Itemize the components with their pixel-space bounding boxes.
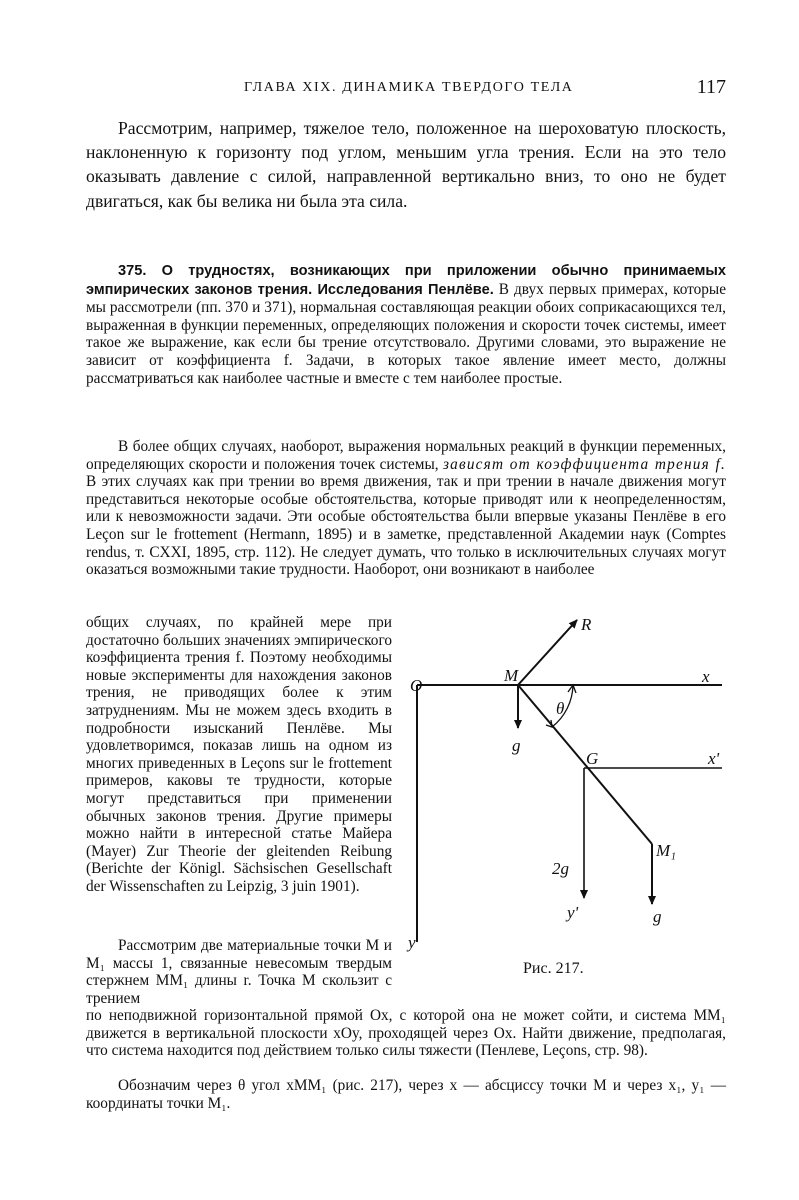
label-x: x: [702, 667, 710, 686]
section-heading: 375. О трудностях, возникающих при приложении обычно принимаемых эмпирических законов трения. Исследования Пенлёве.: [86, 263, 726, 298]
figure-caption: Рис. 217.: [523, 960, 584, 977]
paragraph-6: Обозначим через θ угол xMM₁ (рис. 217), через x — абсциссу точки M и через x₁, y₁ — координаты точки M₁.: [86, 1077, 726, 1112]
running-header: [86, 76, 726, 102]
intro-paragraph: Рассмотрим, например, тяжелое тело, положенное на шероховатую плоскость, наклоненную к горизонту под углом, меньшим угла трения. Если на это тело оказывать давление с силой, направленной вертикально вниз, то оно не будет двигаться, как бы велика ни была эта сила.: [86, 118, 726, 211]
label-x-prime: x': [708, 749, 720, 768]
label-o: O: [410, 676, 423, 695]
paragraph-3: общих случаях, по крайней мере при достаточно больших значениях эмпирического коэффициента трения f. Поэтому необходимы новые эксперименты для нахождения законов трения, не приводящих более к этим затруднениям. Мы не можем здесь входить в подробности изысканий Пенлёве. Мы удовлетворимся, показав лишь на одном из многих приведенных в Leçons sur le frottement примеров, каковы те трудности, которые могут представиться при применении обычных законов трения. Другие примеры можно найти в интересной статье Майера (Mayer) Zur Theorie der gleitenden Reibung (Berichte der Königl. Sächsischen Gesellschaft der Wissenschaften zu Leipzig, 3 juin 1901).: [86, 614, 392, 895]
chapter-title: ГЛАВА XIX. ДИНАМИКА ТВЕРДОГО ТЕЛА: [244, 80, 574, 95]
section-375: [86, 262, 726, 387]
page-number: 117: [696, 76, 726, 98]
label-2g: 2g: [552, 859, 569, 878]
label-g-center: G: [586, 749, 599, 768]
paragraph-2-after: В этих случаях как при трении во время движения, так и при трении в начале движения могут представиться некоторые особые обстоятельства, которые приводят или к неопределенностям, или к невозможности задачи. Эти особые обстоятельства были впервые указаны Пенлёве в его Leçon sur le frottement (Hermann, 1895) и в заметке, представленной Академии наук (Comptes rendus, т. CXXI, 1895, стр. 112). Не следует думать, что только в исключительных случаях могут оказаться возможными такие трудности. Наоборот, они возникают в наиболее: [86, 473, 726, 579]
label-theta: θ: [556, 699, 565, 718]
rod-mm1: [518, 685, 652, 844]
label-m: M: [504, 666, 519, 685]
label-y-prime: y': [567, 903, 579, 922]
label-y: y: [408, 933, 416, 952]
label-g-m: g: [512, 736, 521, 755]
paragraph-2: [86, 438, 726, 579]
section-text: В двух первых примерах, которые мы рассмотрели (пп. 370 и 371), нормальная составляющая реакции обоих соприкасающихся тел, выраженная в функции переменных, определяющих положения и скорости точек системы, имеет такое же выражение, как если бы трение отсутствовало. Другими словами, это выражение не зависит от коэффициента f. Задачи, в которых такое явление имеет место, должны рассматриваться как наиболее частные и вместе с тем наиболее простые.: [86, 280, 726, 387]
label-m1: M₁: [656, 841, 677, 860]
paragraph-2-before: В более общих случаях, наоборот, выражения нормальных реакций в функции переменных, определяющих скорости и положения точек системы,: [86, 438, 726, 473]
label-r: R: [581, 615, 592, 634]
figure-217: [400, 612, 740, 988]
label-g-m1: g: [653, 907, 662, 926]
paragraph-2-emphasis: зависят от коэффициента трения f.: [442, 455, 726, 473]
figure-diagram: [400, 612, 740, 988]
reaction-r-arrow: [518, 620, 577, 685]
paragraph-4: Рассмотрим две материальные точки M и M₁ массы 1, связанные невесомым твердым стержнем MM₁ длины r. Точка M скользит с трением: [86, 937, 392, 1007]
paragraph-5: по неподвижной горизонтальной прямой Ox, с которой она не может сойти, и система MM₁ движется в вертикальной плоскости xOy, проходящей через Ox. Найти движение, предполагая, что система находится под действием только силы тяжести (Пенлеве, Leçons, стр. 98).: [86, 1007, 726, 1060]
